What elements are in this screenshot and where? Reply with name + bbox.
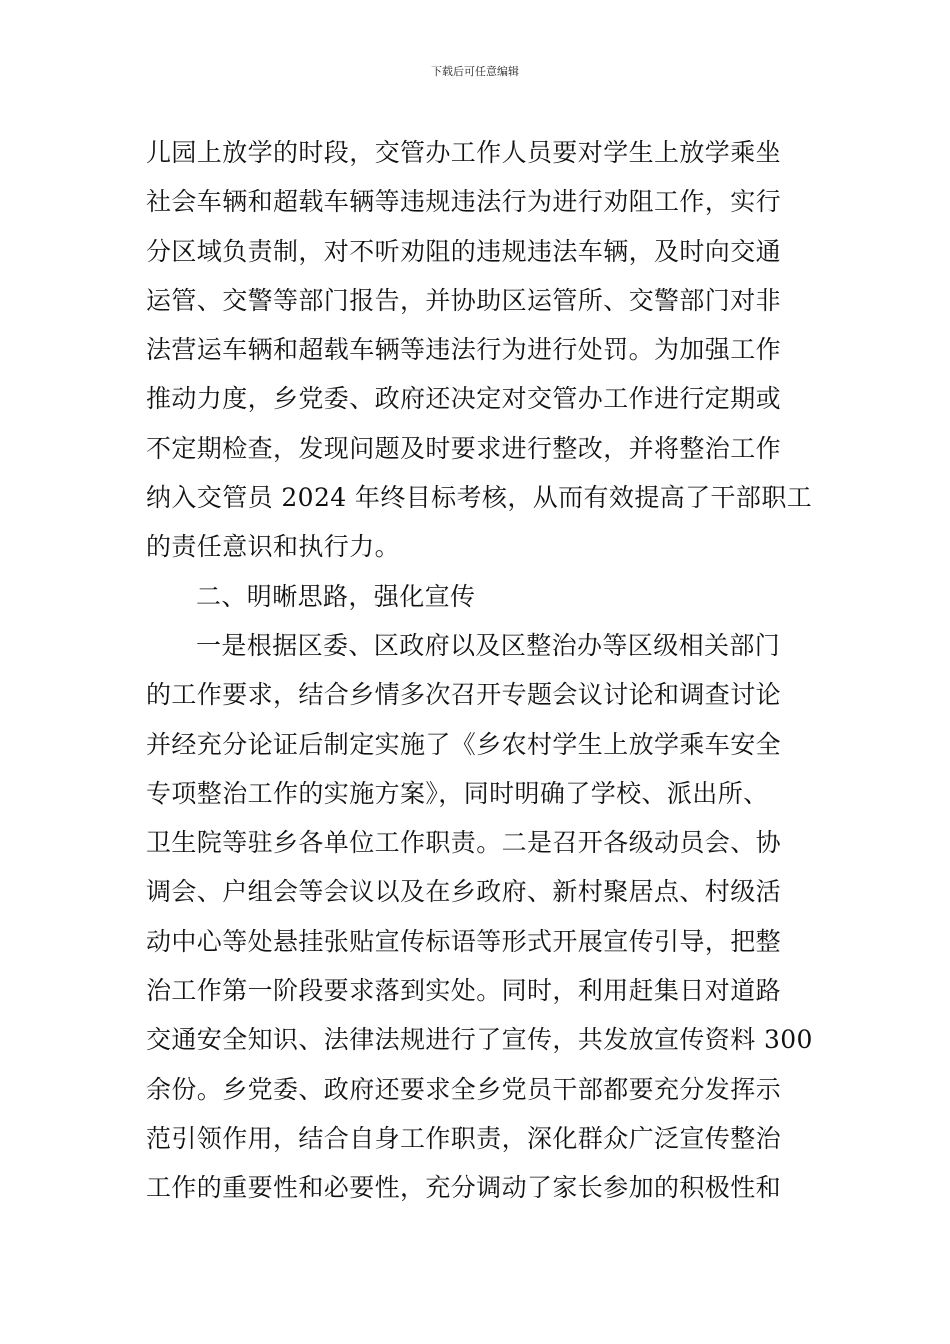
text-line: 卫生院等驻乡各单位工作职责。二是召开各级动员会、协 [146,828,782,858]
text-line: 社会车辆和超载车辆等违规违法行为进行劝阻工作，实行 [146,187,782,217]
text-line: 分区域负责制，对不听劝阻的违规违法车辆，及时向交通 [146,236,782,266]
document-body [146,128,813,1213]
text-line: 动中心等处悬挂张贴宣传标语等形式开展宣传引导，把整 [146,926,782,956]
text-line: 余份。乡党委、政府还要求全乡党员干部都要充分发挥示 [146,1074,782,1104]
section-heading: 二、明晰思路，强化宣传 [196,581,476,611]
text-line: 专项整治工作的实施方案》，同时明确了学校、派出所、 [146,778,769,808]
text-line: 运管、交警等部门报告，并协助区运管所、交警部门对非 [146,285,782,315]
text-line: 调会、户组会等会议以及在乡政府、新村聚居点、村级活 [146,877,782,907]
text-line: 交通安全知识、法律法规进行了宣传，共发放宣传资料 300 [146,1025,813,1055]
text-line: 的责任意识和执行力。 [146,532,401,562]
text-line: 不定期检查，发现问题及时要求进行整改，并将整治工作 [146,433,782,463]
page-header: 下载后可任意编辑 [431,65,519,78]
text-line: 推动力度，乡党委、政府还决定对交管办工作进行定期或 [146,384,782,414]
paragraph-first-line: 一是根据区委、区政府以及区整治办等区级相关部门 [196,630,781,660]
text-line: 工作的重要性和必要性，充分调动了家长参加的积极性和 [146,1173,782,1203]
text-line: 治工作第一阶段要求落到实处。同时，利用赶集日对道路 [146,976,782,1006]
text-line: 儿园上放学的时段，交管办工作人员要对学生上放学乘坐 [146,138,782,167]
text-line: 纳入交管员 2024 年终目标考核，从而有效提高了干部职工 [146,483,813,513]
text-line: 范引领作用，结合自身工作职责，深化群众广泛宣传整治 [146,1123,782,1153]
text-line: 的工作要求，结合乡情多次召开专题会议讨论和调查讨论 [146,680,782,710]
text-line: 并经充分论证后制定实施了《乡农村学生上放学乘车安全 [146,729,782,759]
text-line: 法营运车辆和超载车辆等违法行为进行处罚。为加强工作 [146,335,782,365]
